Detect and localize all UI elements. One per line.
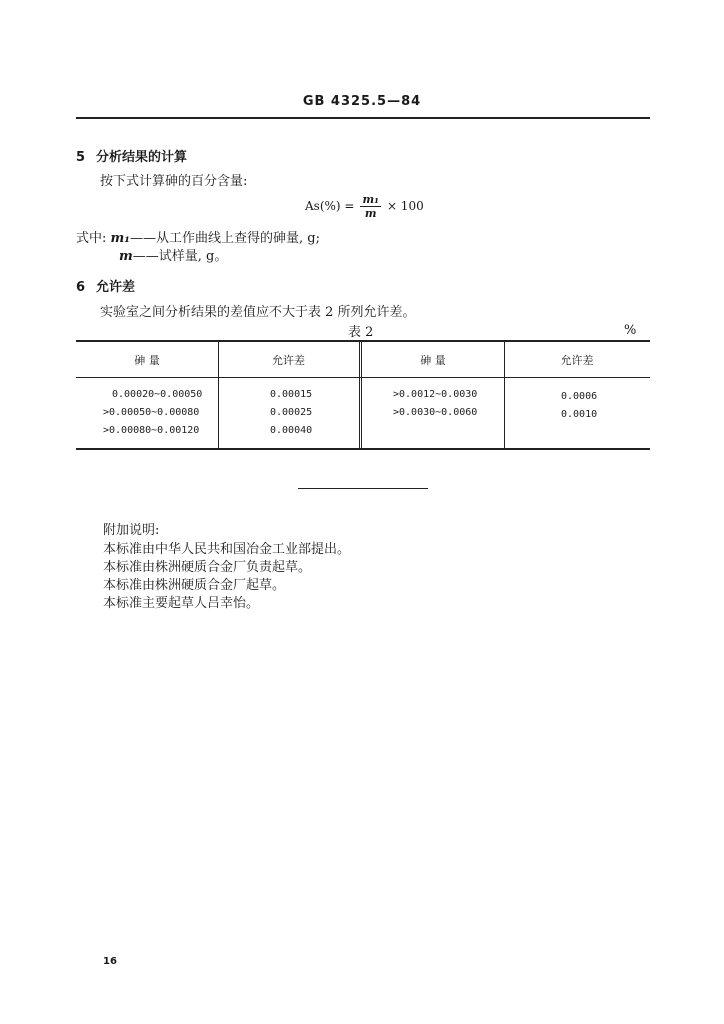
var1-description: ——从工作曲线上查得的砷量, g; — [129, 231, 320, 246]
variable-definition-2 — [119, 245, 227, 264]
standard-number: GB 4325.5—84 — [302, 94, 422, 109]
table-header-rule — [76, 377, 650, 378]
table-cell-range: 0.00020~0.00050 — [112, 389, 203, 400]
table-cell-tolerance: 0.00040 — [270, 425, 313, 436]
calculation-intro: 按下式计算砷的百分含量: — [100, 174, 248, 189]
table-unit: % — [624, 323, 637, 338]
formula-numerator: m₁ — [362, 192, 379, 206]
section-6-title: 允许差 — [96, 280, 136, 295]
formula-fraction — [360, 193, 380, 220]
table-cell-tolerance: 0.00015 — [270, 389, 313, 400]
where-label: 式中: — [76, 231, 107, 246]
table-top-rule — [76, 340, 650, 342]
note-line: 本标准由中华人民共和国冶金工业部提出。 — [103, 542, 351, 557]
table-bottom-rule — [76, 448, 650, 450]
table-cell-tolerance: 0.0010 — [561, 409, 598, 420]
note-line: 本标准由株洲硬质合金厂负责起草。 — [103, 560, 312, 575]
note-line: 本标准由株洲硬质合金厂起草。 — [103, 578, 286, 593]
section-5-title: 分析结果的计算 — [96, 150, 188, 165]
formula-lhs: As(%) = — [305, 199, 355, 213]
table-cell-tolerance: 0.0006 — [561, 391, 598, 402]
section-6-number: 6 — [76, 280, 86, 295]
arsenic-formula — [305, 190, 424, 222]
table-caption: 表 2 — [348, 325, 374, 340]
note-line: 本标准主要起草人吕幸怡。 — [103, 596, 260, 611]
formula-denominator: m — [364, 206, 377, 220]
var2-description: ——试样量, g。 — [132, 249, 228, 264]
col-header-tolerance-right: 允许差 — [560, 354, 594, 367]
table-cell-range: >0.0030~0.0060 — [393, 407, 478, 418]
col-header-tolerance-left: 允许差 — [272, 354, 305, 367]
end-of-standard-rule — [298, 488, 428, 489]
col-header-arsenic-right: 砷 量 — [420, 354, 446, 367]
formula-rhs: × 100 — [386, 199, 424, 213]
header-rule — [76, 117, 650, 119]
page-number: 16 — [103, 956, 117, 967]
table-cell-range: >0.00080~0.00120 — [103, 425, 200, 436]
notes-title: 附加说明: — [103, 523, 160, 538]
variable-definition-1 — [76, 227, 320, 246]
tolerance-statement: 实验室之间分析结果的差值应不大于表 2 所列允许差。 — [100, 305, 416, 320]
table-cell-range: >0.0012~0.0030 — [393, 389, 478, 400]
var2-symbol: m — [119, 249, 133, 264]
section-6-heading — [76, 276, 135, 295]
section-5-number: 5 — [76, 150, 86, 165]
section-5-heading — [76, 146, 187, 165]
table-cell-tolerance: 0.00025 — [270, 407, 313, 418]
col-header-arsenic-left: 砷 量 — [134, 354, 160, 367]
var1-symbol: m₁ — [110, 231, 130, 246]
table-cell-range: >0.00050~0.00080 — [103, 407, 200, 418]
